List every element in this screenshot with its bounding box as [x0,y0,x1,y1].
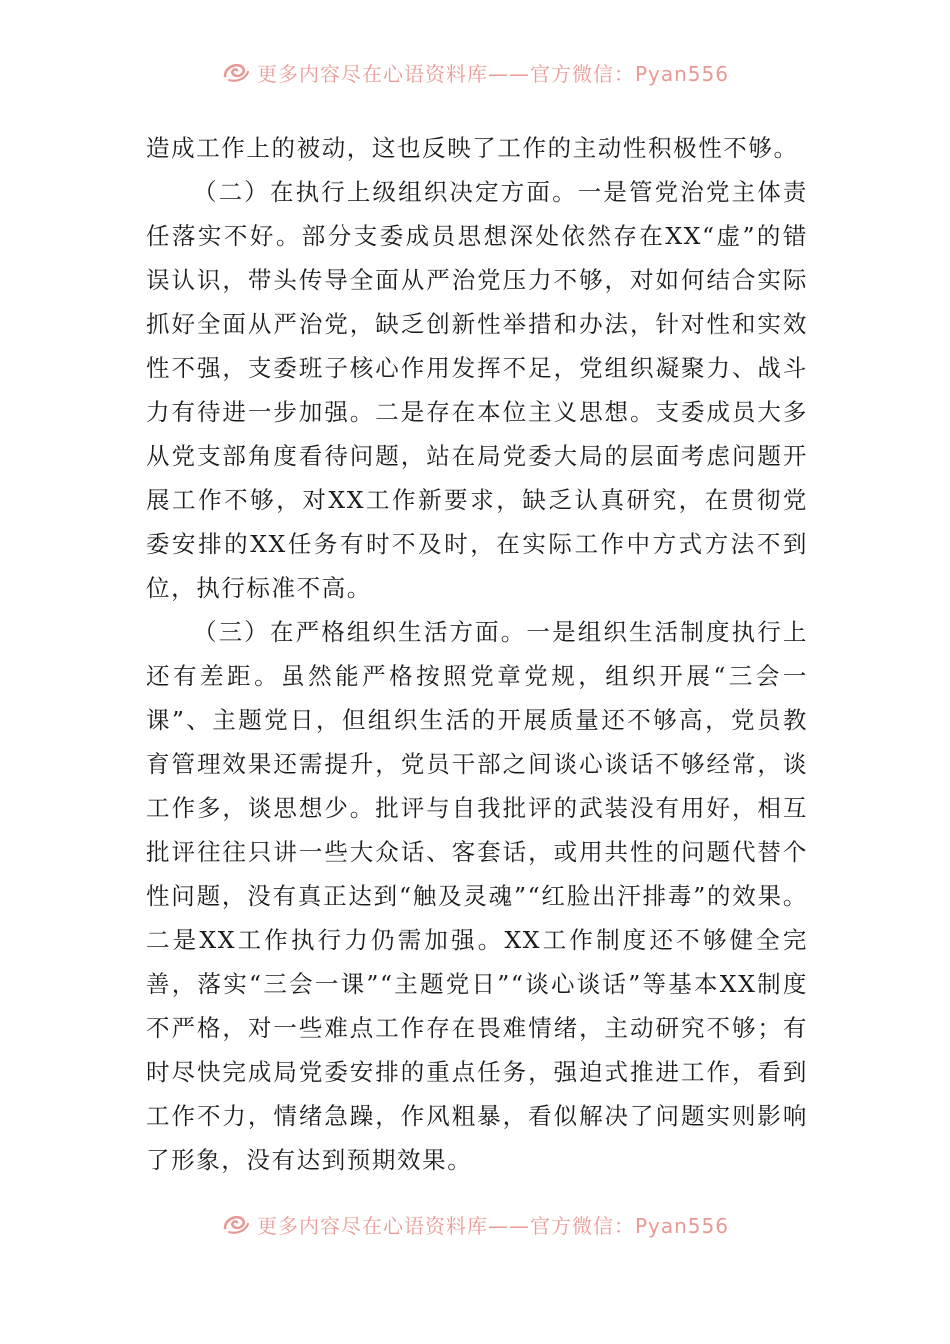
footer-watermark [0,1206,950,1242]
paragraph-section-3: （三）在严格组织生活方面。一是组织生活制度执行上还有差距。虽然能严格按照党章党规，组织开展“三会一课”、主题党日，但组织生活的开展质量还不够高，党员教育管理效果还需提升，党员干部之间谈心谈话不够经常，谈工作多，谈思想少。批评与自我批评的武装没有用好，相互批评往往只讲一些大众话、客套话，或用共性的问题代替个性问题，没有真正达到“触及灵魂”“红脸出汗排毒”的效果。二是XX工作执行力仍需加强。XX工作制度还不够健全完善，落实“三会一课”“主题党日”“谈心谈话”等基本XX制度不严格，对一些难点工作存在畏难情绪，主动研究不够；有时尽快完成局党委安排的重点任务，强迫式推进工作，看到工作不力，情绪急躁，作风粗暴，看似解决了问题实则影响了形象，没有达到预期效果。 [146,618,808,1174]
swirl-logo-icon [221,60,251,84]
watermark-text: 更多内容尽在心语资料库——官方微信：Pyan556 [256,61,729,86]
watermark-text: 更多内容尽在心语资料库——官方微信：Pyan556 [256,1213,729,1238]
paragraph-continuation: 造成工作上的被动，这也反映了工作的主动性积极性不够。 [146,134,799,162]
document-body [146,126,808,1182]
swirl-logo-icon [221,1212,251,1236]
header-watermark [0,54,950,90]
paragraph-section-2: （二）在执行上级组织决定方面。一是管党治党主体责任落实不好。部分支委成员思想深处依然存在XX“虚”的错误认识，带头传导全面从严治党压力不够，对如何结合实际抓好全面从严治党，缺乏创新性举措和办法，针对性和实效性不强，支委班子核心作用发挥不足，党组织凝聚力、战斗力有待进一步加强。二是存在本位主义思想。支委成员大多从党支部角度看待问题，站在局党委大局的层面考虑问题开展工作不够，对XX工作新要求，缺乏认真研究，在贯彻党委安排的XX任务有时不及时，在实际工作中方式方法不到位，执行标准不高。 [146,178,808,602]
